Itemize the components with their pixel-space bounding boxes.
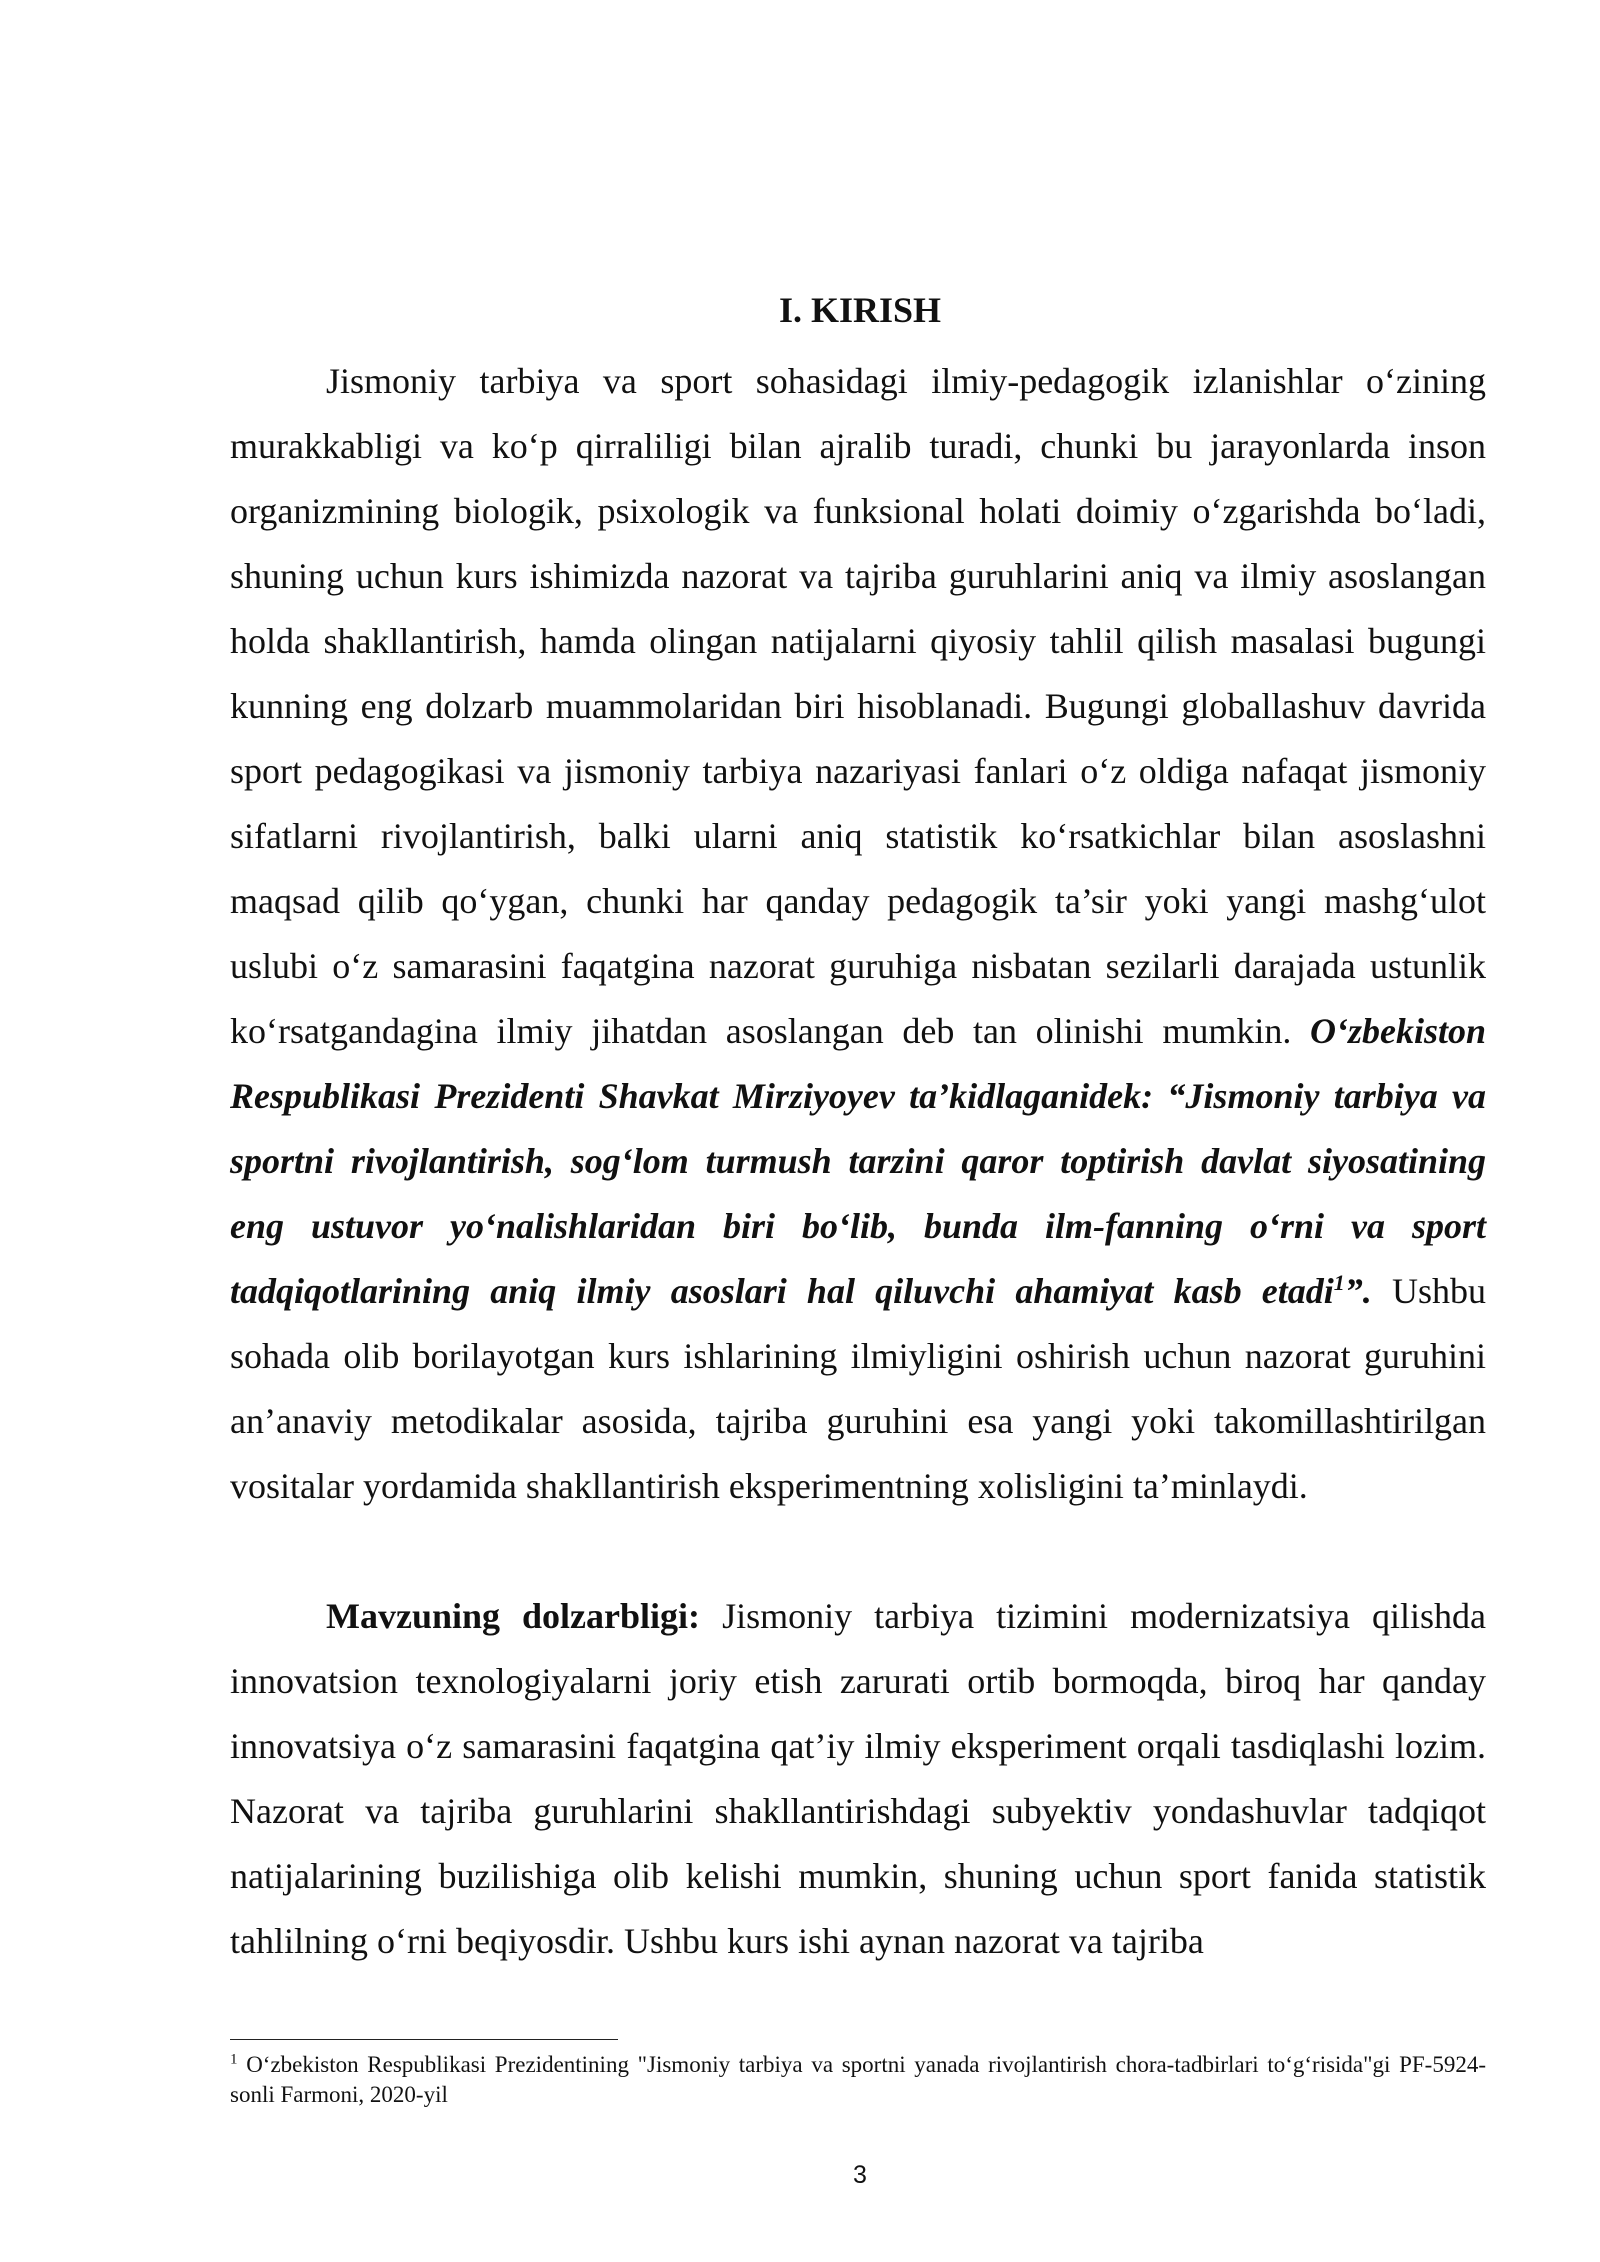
paragraph-2 [230, 1584, 1486, 1974]
footnote-text: O‘zbekiston Respublikasi Prezidentining "Jismoniy tarbiya va sportni yanada rivojlantirish chora-tadbirlari to‘g‘risida"gi PF-5924-sonli Farmoni, 2020-yil [230, 2052, 1486, 2107]
section-heading: I. KIRISH [778, 290, 942, 330]
paragraph-1 [230, 349, 1486, 1519]
president-quote [230, 1011, 1486, 1311]
paragraph-1-continuation: Ushbu sohada olib borilayotgan kurs ishlarining ilmiyligini oshirish uchun nazorat guruhini an’anaviy metodikalar asosida, tajriba guruhini esa yangi yoki takomillashtirilgan vositalar yordamida shakllantirish eksperimentning xolisligini ta’minlaydi. [230, 1271, 1487, 1506]
footnote-reference: 1 [1333, 1270, 1345, 1295]
president-quote-text: O‘zbekiston Respublikasi Prezidenti Shavkat Mirziyoyev ta’kidlaganidek: “Jismoniy tarbiya va sportni rivojlantirish, sog‘lom turmush tarzini qaror toptirish davlat siyosatining eng ustuvor yo‘nalishlaridan biri bo‘lib, bunda ilm-fanning o‘rni va sport tadqiqotlarining aniq ilmiy asoslari hal qiluvchi ahamiyat kasb etadi [230, 1011, 1486, 1311]
footnote-marker: 1 [230, 2051, 238, 2068]
footnote [230, 2050, 1486, 2110]
relevance-paragraph [230, 1584, 1486, 1974]
paragraph-1-text: Jismoniy tarbiya va sport sohasidagi ilmiy-pedagogik izlanishlar o‘zining murakkabligi va ko‘p qirraliligi bilan ajralib turadi, chunki bu jarayonlarda inson organizmining biologik, psixologik va funksional holati doimiy o‘zgarishda bo‘ladi, shuning uchun kurs ishimizda nazorat va tajriba guruhlarini aniq va ilmiy asoslangan holda shakllantirish, hamda olingan natijalarni qiyosiy tahlil qilish masalasi bugungi kunning eng dolzarb muammolaridan biri hisoblanadi. Bugungi globallashuv davrida sport pedagogikasi va jismoniy tarbiya nazariyasi fanlari o‘z oldiga nafaqat jismoniy sifatlarni rivojlantirish, balki ularni aniq statistik ko‘rsatkichlar bilan asoslashni maqsad qilib qo‘ygan, chunki har qanday pedagogik ta’sir yoki yangi mashg‘ulot uslubi o‘z samarasini faqatgina nazorat guruhiga nisbatan sezilarli darajada ustunlik ko‘rsatgandagina ilmiy jihatdan asoslangan deb tan olinishi mumkin. [230, 361, 1486, 1051]
page-number: 3 [853, 2161, 867, 2189]
footnote-separator [230, 2039, 618, 2040]
quote-close: ”. [1344, 1271, 1372, 1311]
relevance-lead: Mavzuning dolzarbligi: [326, 1596, 701, 1636]
paragraph-2-text: Jismoniy tarbiya tizimini modernizatsiya qilishda innovatsion texnologiyalarni joriy etish zarurati ortib bormoqda, biroq har qanday innovatsiya o‘z samarasini faqatgina qat’iy ilmiy eksperiment orqali tasdiqlashi lozim. Nazorat va tajriba guruhlarini shakllantirishdagi subyektiv yondashuvlar tadqiqot natijalarining buzilishiga olib kelishi mumkin, shuning uchun sport fanida statistik tahlilning o‘rni beqiyosdir. Ushbu kurs ishi aynan nazorat va tajriba [230, 1596, 1486, 1961]
intro-paragraph [230, 349, 1486, 1519]
